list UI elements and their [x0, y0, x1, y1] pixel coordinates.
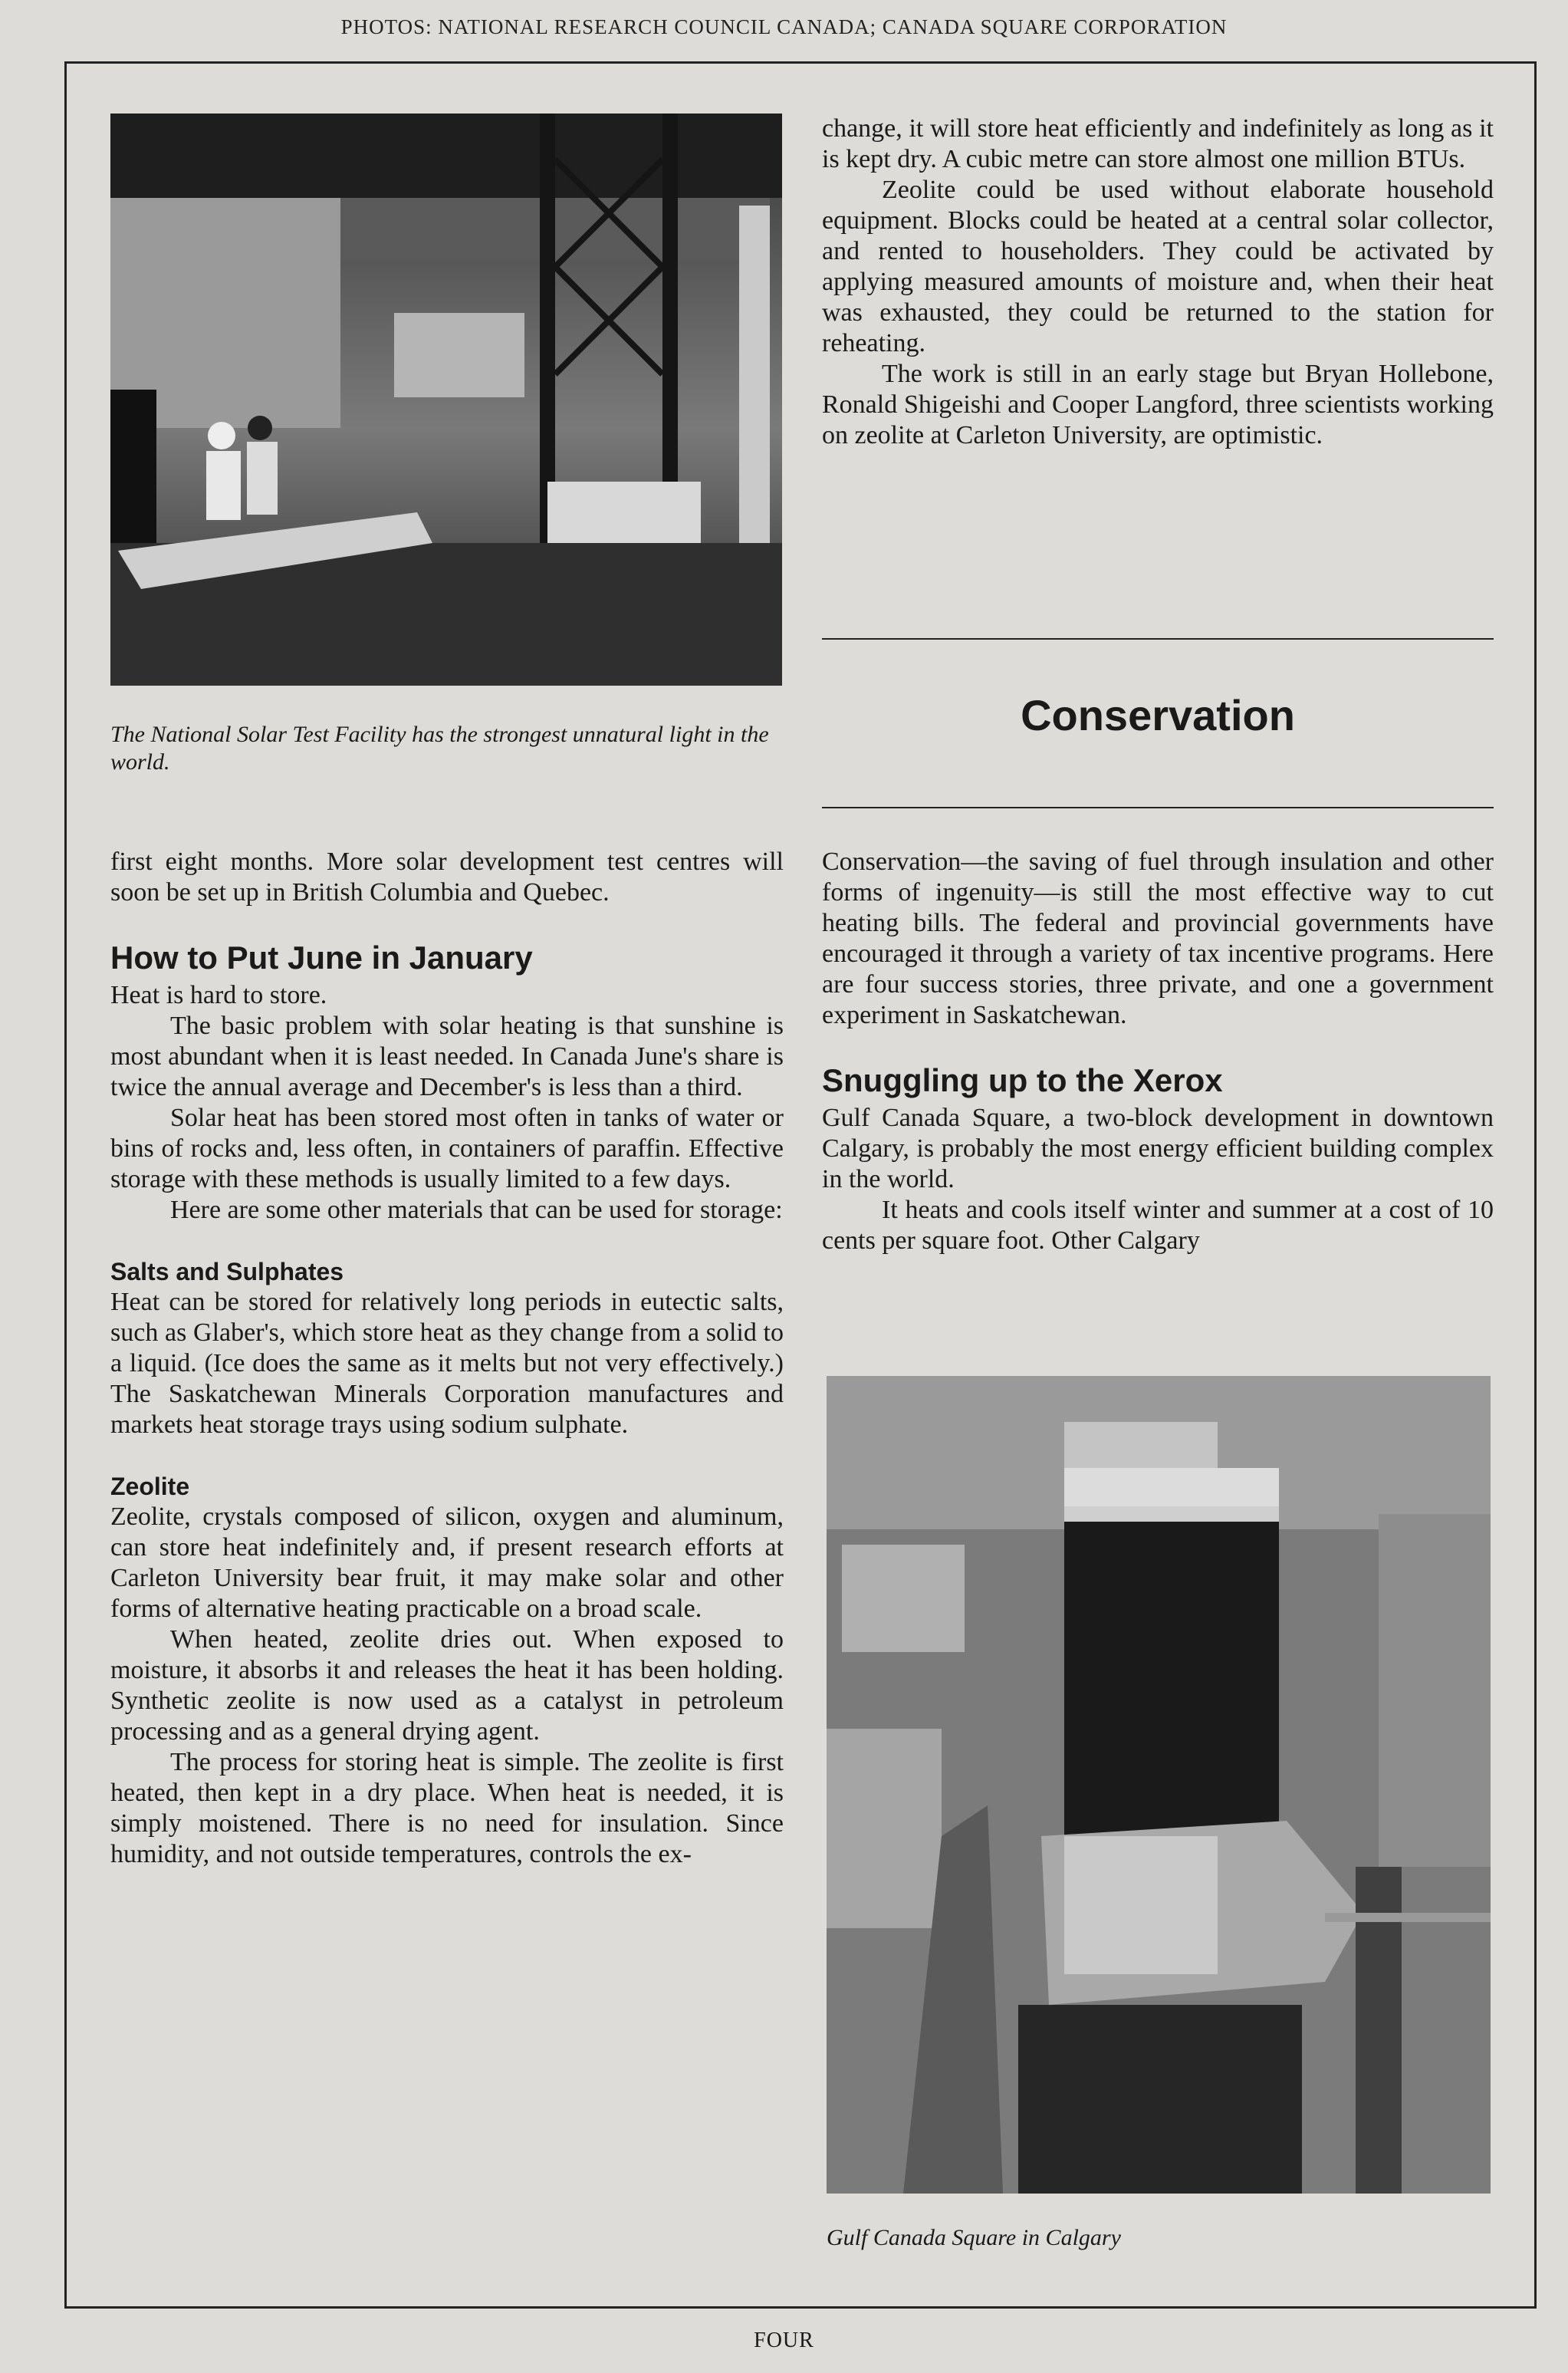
gulf-canada-square-photo: [827, 1376, 1491, 2194]
paragraph: Heat can be stored for relatively long periods in eutectic salts, such as Glaber's, which store heat as they change from a solid to a liquid. (Ice does the same as it melts but not very effectively.) The Saskatchewan Minerals Corporation manufactures and markets heat storage trays using sodium sulphate.: [110, 1288, 784, 1439]
subheading-salts: Salts and Sulphates: [110, 1258, 344, 1285]
paragraph: Heat is hard to store.: [110, 981, 327, 1009]
paragraph: The process for storing heat is simple. The zeolite is first heated, then kept in a dry place. When heat is needed, it is simply moistened. There is no need for insulation. Since humidity, and not outside temperatures, controls the ex-: [110, 1748, 784, 1868]
paragraph: It heats and cools itself winter and summer at a cost of 10 cents per square foot. Other Calgary: [822, 1196, 1494, 1255]
column-right-bottom: [822, 847, 1494, 1256]
page-number: FOUR: [754, 2329, 814, 2352]
section-rule-top: [822, 638, 1494, 640]
column-right-top: [822, 114, 1494, 451]
subheading-zeolite: Zeolite: [110, 1473, 190, 1500]
paragraph: Zeolite could be used without elaborate household equipment. Blocks could be heated at a central solar collector, and rented to householders. They could be activated by applying measured amounts of moisture and, when their heat was exhausted, they could be returned to the station for reheating.: [822, 176, 1494, 357]
gulf-canada-square-illustration: [827, 1376, 1491, 2194]
paragraph: The basic problem with solar heating is that sunshine is most abundant when it is least needed. In Canada June's share is twice the annual average and December's is less than a third.: [110, 1012, 784, 1101]
section-heading-conservation: Conservation: [1021, 691, 1295, 739]
solar-facility-photo: [110, 114, 782, 686]
paragraph: change, it will store heat efficiently and indefinitely as long as it is kept dry. A cubic metre can store almost one million BTUs.: [822, 114, 1494, 173]
paragraph: Gulf Canada Square, a two-block development in downtown Calgary, is probably the most energy efficient building complex in the world.: [822, 1104, 1494, 1193]
paragraph: Solar heat has been stored most often in tanks of water or bins of rocks and, less often, in containers of paraffin. Effective storage with these methods is usually limited to a few days.: [110, 1104, 784, 1193]
paragraph: Zeolite, crystals composed of silicon, oxygen and aluminum, can store heat indefinitely and, if present research efforts at Carleton University bear fruit, it may make solar and other forms of alternative heating practicable on a broad scale.: [110, 1502, 784, 1623]
paragraph: When heated, zeolite dries out. When exposed to moisture, it absorbs it and releases the heat it has been holding. Synthetic zeolite is now used as a catalyst in petroleum processing and as a general drying agent.: [110, 1625, 784, 1746]
paragraph: The work is still in an early stage but Bryan Hollebone, Ronald Shigeishi and Cooper Langford, three scientists working on zeolite at Carleton University, are optimistic.: [822, 360, 1494, 449]
solar-facility-illustration: [110, 114, 782, 686]
photo2-caption: Gulf Canada Square in Calgary: [827, 2225, 1121, 2250]
photo-credit: PHOTOS: NATIONAL RESEARCH COUNCIL CANADA; CANADA SQUARE CORPORATION: [340, 15, 1228, 38]
subheading-june: How to Put June in January: [110, 940, 533, 976]
paragraph: Conservation—the saving of fuel through insulation and other forms of ingenuity—is still the most effective way to cut heating bills. The federal and provincial governments have encouraged it through a variety of tax incentive programs. Here are four success stories, three private, and one a government experiment in Saskatchewan.: [822, 848, 1494, 1029]
paragraph: first eight months. More solar development test centres will soon be set up in British Columbia and Quebec.: [110, 848, 784, 907]
column-left: [110, 847, 784, 1870]
section-rule-bottom: [822, 807, 1494, 808]
subheading-xerox: Snuggling up to the Xerox: [822, 1062, 1223, 1098]
photo1-caption: The National Solar Test Facility has the strongest unnatural light in the world.: [110, 722, 769, 775]
paragraph: Here are some other materials that can be used for storage:: [170, 1196, 783, 1224]
